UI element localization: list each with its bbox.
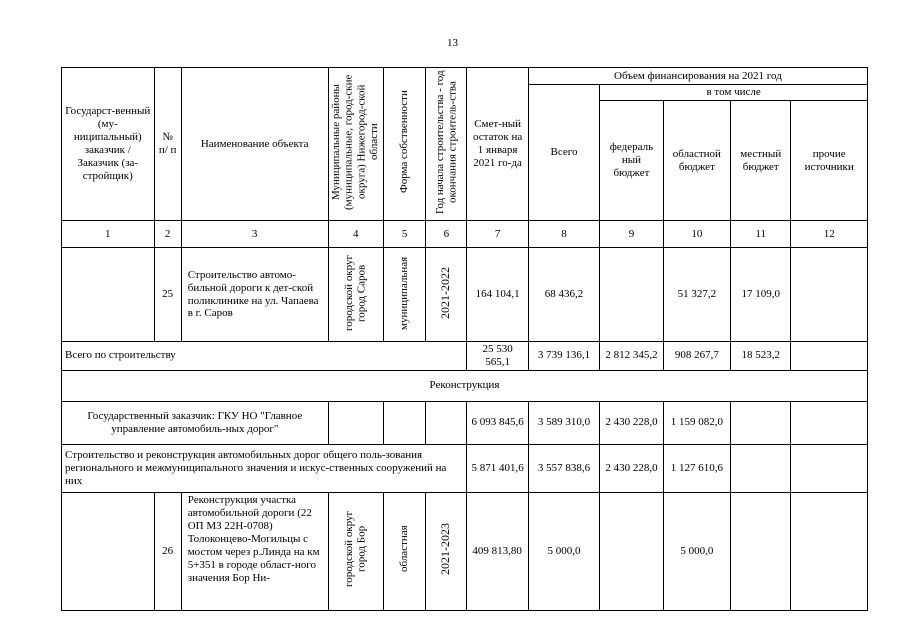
column-number: 4 bbox=[328, 221, 383, 248]
ownership: областная bbox=[398, 526, 411, 573]
column-number: 3 bbox=[181, 221, 328, 248]
other bbox=[791, 248, 868, 342]
header-other: прочие источники bbox=[791, 101, 868, 221]
total-balance: 25 530 565,1 bbox=[467, 342, 528, 371]
customer-regional: 1 159 082,0 bbox=[663, 401, 730, 444]
header-customer: Государст-венный (му-ниципальный) заказчик / Заказчик (за-стройщик) bbox=[62, 68, 155, 221]
header-total: Всего bbox=[528, 85, 599, 221]
column-number: 7 bbox=[467, 221, 528, 248]
balance: 164 104,1 bbox=[467, 248, 528, 342]
customer-federal: 2 430 228,0 bbox=[600, 401, 663, 444]
subtotal-balance: 5 871 401,6 bbox=[467, 444, 528, 492]
district: городской округ город Саров bbox=[343, 254, 368, 331]
header-local: местный бюджет bbox=[731, 101, 791, 221]
object-name: Строительство автомо-бильной дороги к дет-ской поликлинике на ул. Чапаева в г. Саров bbox=[181, 248, 328, 342]
header-object-name: Наименование объекта bbox=[181, 68, 328, 221]
subtotal-regional: 1 127 610,6 bbox=[663, 444, 730, 492]
column-number: 5 bbox=[383, 221, 425, 248]
row-number: 25 bbox=[154, 248, 181, 342]
header-regional: областной бюджет bbox=[663, 101, 730, 221]
years: 2021-2023 bbox=[438, 523, 453, 576]
customer-balance: 6 093 845,6 bbox=[467, 401, 528, 444]
table-row bbox=[62, 492, 868, 610]
customer-total: 3 589 310,0 bbox=[528, 401, 599, 444]
column-number: 11 bbox=[731, 221, 791, 248]
column-number: 9 bbox=[600, 221, 663, 248]
column-number: 2 bbox=[154, 221, 181, 248]
subtotal-federal: 2 430 228,0 bbox=[600, 444, 663, 492]
column-number: 10 bbox=[663, 221, 730, 248]
subtotal-total: 3 557 838,6 bbox=[528, 444, 599, 492]
header-years: Год начала строительства - год окончания строитель-ства bbox=[433, 70, 459, 214]
total-row bbox=[62, 342, 868, 371]
district: городской округ город Бор bbox=[343, 511, 368, 588]
local: 17 109,0 bbox=[731, 248, 791, 342]
subtotal-row bbox=[62, 444, 868, 492]
ownership: муниципальная bbox=[398, 255, 411, 330]
federal bbox=[600, 248, 663, 342]
years: 2021-2022 bbox=[438, 266, 453, 319]
row-number: 26 bbox=[154, 492, 181, 610]
column-number: 6 bbox=[426, 221, 467, 248]
table-row bbox=[62, 248, 868, 342]
header-including: в том числе bbox=[600, 85, 868, 101]
column-number: 8 bbox=[528, 221, 599, 248]
customer-row bbox=[62, 401, 868, 444]
section-heading: Реконструкция bbox=[62, 370, 868, 401]
subtotal-label: Строительство и реконструкция автомобильных дорог общего поль-зования регионального и межмуниципального значения и искус-ственных сооружений на них bbox=[62, 444, 467, 492]
total-total: 3 739 136,1 bbox=[528, 342, 599, 371]
total-local: 18 523,2 bbox=[731, 342, 791, 371]
balance: 409 813,80 bbox=[467, 492, 528, 610]
total-federal: 2 812 345,2 bbox=[600, 342, 663, 371]
customer-label: Государственный заказчик: ГКУ НО "Главное управление автомобиль-ных дорог" bbox=[62, 401, 329, 444]
total: 68 436,2 bbox=[528, 248, 599, 342]
total: 5 000,0 bbox=[528, 492, 599, 610]
total-label: Всего по строительству bbox=[62, 342, 467, 371]
page-number: 13 bbox=[447, 37, 458, 49]
financing-table bbox=[61, 67, 868, 611]
column-number: 1 bbox=[62, 221, 155, 248]
header-num: № п/ п bbox=[154, 68, 181, 221]
section-row bbox=[62, 370, 868, 401]
regional: 51 327,2 bbox=[663, 248, 730, 342]
header-federal: федераль ный бюджет bbox=[600, 101, 663, 221]
header-balance: Смет-ный остаток на 1 января 2021 го-да bbox=[467, 68, 528, 221]
regional: 5 000,0 bbox=[663, 492, 730, 610]
column-numbers-row bbox=[62, 221, 868, 248]
header-districts: Муниципальные районы (муниципальные, город-ские округа) Нижегород-ской области bbox=[330, 74, 381, 210]
object-name: Реконструкция участка автомобильной дороги (22 ОП МЗ 22Н-0708) Толоконцево-Могильцы с мостом через р.Линда на км 5+351 в городе област-ного значения Бор Ни- bbox=[181, 492, 328, 610]
column-number: 12 bbox=[791, 221, 868, 248]
total-regional: 908 267,7 bbox=[663, 342, 730, 371]
header-ownership: Форма собственности bbox=[398, 90, 411, 194]
header-funding-group: Объем финансирования на 2021 год bbox=[528, 68, 867, 85]
